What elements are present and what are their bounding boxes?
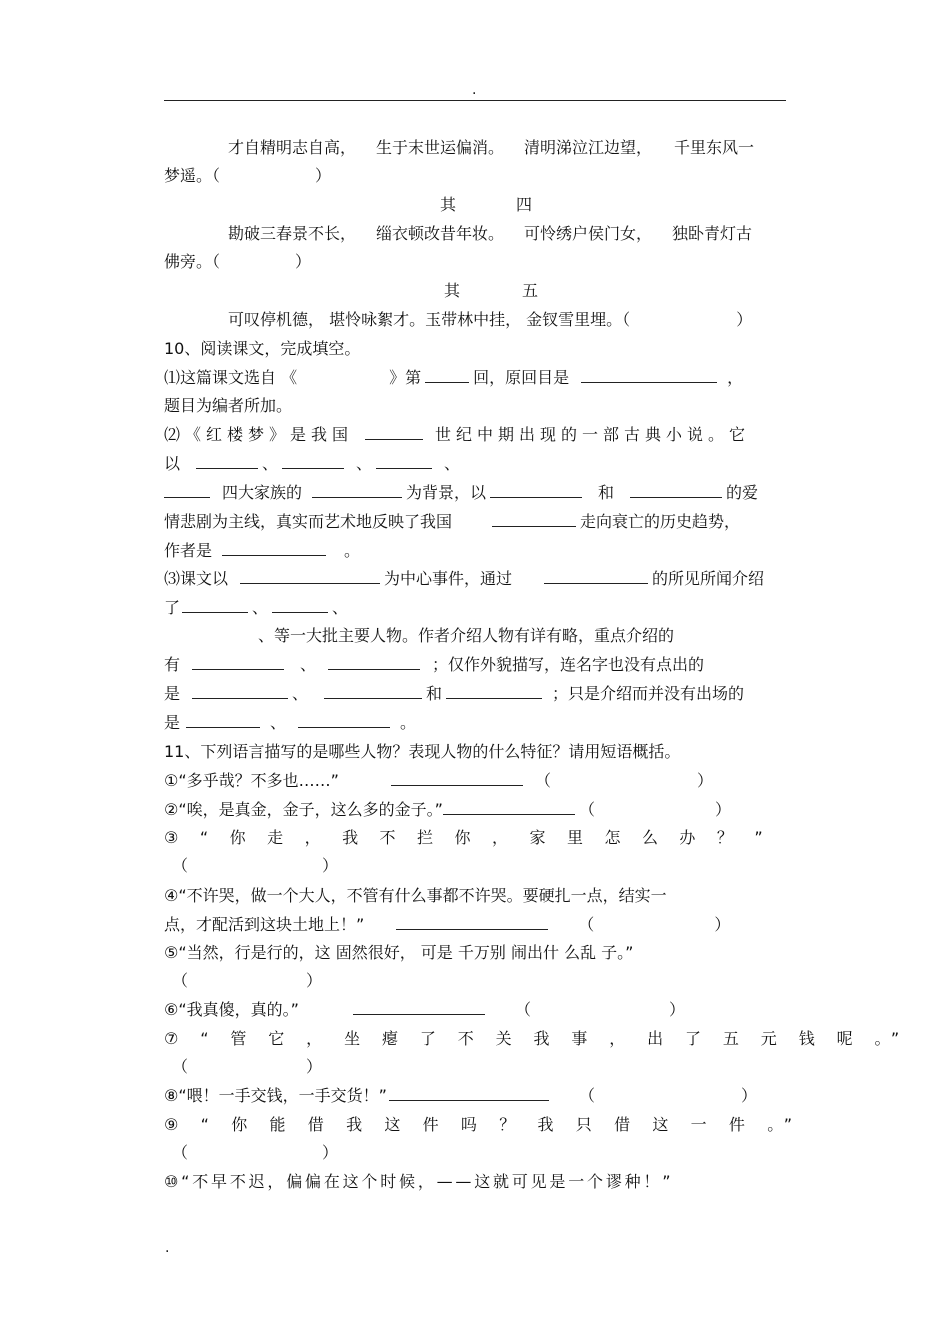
q10-lover2-blank[interactable]	[630, 479, 722, 498]
q11-item5-line2	[164, 967, 786, 995]
q10-absent2-blank[interactable]	[298, 709, 390, 728]
q10-p2-line2-a: 以	[164, 454, 181, 473]
q10-p3-line6-c: 。	[400, 713, 417, 732]
q10-p3-line3	[164, 622, 786, 650]
q10-p1-text-a: ⑴这篇课文选自 《	[164, 368, 298, 387]
q10-p1-text-d: ，	[727, 368, 744, 387]
q11-item-6	[164, 996, 786, 1024]
q11-item10-quote: ⑩“不早不迟，偏偏在这个时候，——这就可见是一个谬种！”	[164, 1172, 674, 1191]
q10-p3-line4-b: 、	[300, 655, 317, 674]
q10-chapter-blank[interactable]	[425, 364, 469, 383]
q10-p3-text-b: 为中心事件，通过	[384, 569, 513, 588]
q10-char1-blank[interactable]	[182, 594, 248, 613]
q11-item1-open: （	[534, 771, 551, 790]
q10-p2-line5-a: 作者是	[164, 541, 213, 560]
q10-main2-blank[interactable]	[328, 651, 420, 670]
q10-p3-line3-text: 、等一大批主要人物。作者介绍人物有详有略，重点介绍的	[258, 626, 675, 645]
q10-p3-line4-c: ；仅作外貌描写，连名字也没有点出的	[432, 655, 705, 674]
q11-item3-open: （	[172, 856, 189, 875]
q11-item-4	[164, 882, 786, 910]
poem4-answer-close: ）	[295, 252, 312, 271]
q10-p2-line5	[164, 537, 786, 565]
q11-item8-close: ）	[740, 1086, 757, 1105]
q10-p3-line6-b: 、	[270, 713, 287, 732]
q11-item9-open: （	[172, 1143, 189, 1162]
poem5-close: ）	[736, 310, 753, 329]
q10-p2-line2-d: 、	[444, 454, 461, 473]
q11-item4-line2	[164, 911, 786, 939]
q10-family3-blank[interactable]	[376, 450, 432, 469]
q10-p3-line4	[164, 651, 786, 679]
q11-item7-open: （	[172, 1057, 189, 1076]
heading5-b: 五	[522, 281, 539, 300]
footer-mark: .	[165, 1240, 170, 1256]
q10-p1-line1	[164, 364, 786, 392]
q10-century-blank[interactable]	[365, 421, 423, 440]
q11-item-9	[164, 1111, 801, 1139]
poem4-text-d: 独卧青灯古	[672, 224, 753, 243]
poem3-text-b: 生于末世运偏消。	[376, 138, 505, 157]
q11-item4-quote-b: 点，才配活到这块土地上！”	[164, 915, 365, 934]
q10-society-blank[interactable]	[492, 508, 576, 527]
heading-4	[164, 191, 786, 219]
poem3-answer-open: 梦遥。（	[164, 166, 221, 185]
q11-item-7	[164, 1025, 908, 1053]
q10-p3-line6-a: 是	[164, 713, 181, 732]
q11-item4-open: （	[578, 915, 595, 934]
poem3-text-d: 千里东风一	[674, 138, 755, 157]
q11-item6-open: （	[514, 1000, 531, 1019]
poem3-line2	[164, 162, 786, 190]
poem3-text-a: 才自精明志自高，	[228, 138, 357, 157]
q10-p1-line2-text: 题目为编者所加。	[164, 396, 293, 415]
q10-p2-line3-c: 和	[598, 483, 615, 502]
q11-item-5	[164, 939, 786, 967]
q11-item3-close: ）	[322, 856, 339, 875]
q11-title-text: 11、下列语言描写的是哪些人物？表现人物的什么特征？请用短语概括。	[164, 742, 681, 761]
q10-lover1-blank[interactable]	[490, 479, 582, 498]
q10-p1-text-c: 回，原回目是	[473, 368, 570, 387]
q11-item7-line2	[164, 1053, 786, 1081]
q11-item6-person-blank[interactable]	[353, 996, 485, 1015]
q11-item2-open: （	[578, 800, 595, 819]
q10-p2-line2-c: 、	[356, 454, 373, 473]
poem4-line2	[164, 248, 786, 276]
q10-title	[164, 335, 786, 363]
q11-item9-line2	[164, 1139, 786, 1167]
q10-p2-line3-a: 四大家族的	[222, 483, 303, 502]
q10-p3-line2-a: 了	[164, 598, 181, 617]
q10-event-blank[interactable]	[240, 565, 380, 584]
q11-item3-quote: ③ “ 你 走 ， 我 不 拦 你 ， 家 里 怎 么 办 ？ ”	[164, 828, 771, 847]
q11-item9-quote: ⑨ “ 你 能 借 我 这 件 吗 ？ 我 只 借 这 一 件 。”	[164, 1115, 801, 1134]
q11-item2-quote: ②“唉，是真金，金子，这么多的金子。”	[164, 800, 443, 819]
q10-author-blank[interactable]	[222, 537, 326, 556]
q11-item7-quote: ⑦ “ 管 它 ， 坐 瘪 了 不 关 我 事 ， 出 了 五 元 钱 呢 。”	[164, 1029, 908, 1048]
q10-absent1-blank[interactable]	[186, 709, 260, 728]
q10-p3-line2-b: 、	[252, 598, 269, 617]
q10-p3-line5-a: 是	[164, 684, 181, 703]
poem4-text-c: 可怜绣户侯门女，	[524, 224, 653, 243]
q11-item6-quote: ⑥“我真傻，真的。”	[164, 1000, 299, 1019]
poem3-line1	[164, 134, 786, 162]
q11-item2-person-blank[interactable]	[443, 796, 575, 815]
q10-viewpoint-blank[interactable]	[544, 565, 648, 584]
q11-item-8	[164, 1082, 786, 1110]
poem5-text: 可叹停机德， 堪怜咏絮才。玉带林中挂， 金钗雪里埋。（	[228, 310, 631, 329]
q10-p1-line2	[164, 392, 786, 420]
q10-p2-line3-d: 的爱	[726, 483, 759, 502]
poem4-text-b: 缁衣顿改昔年妆。	[376, 224, 505, 243]
q11-item9-close: ）	[322, 1143, 339, 1162]
q10-p3-line5	[164, 680, 786, 708]
q11-item-2	[164, 796, 786, 824]
q11-item5-open: （	[172, 971, 189, 990]
q11-item1-quote: ①“多乎哉？不多也……”	[164, 771, 339, 790]
q10-p2-line4	[164, 508, 786, 536]
q10-p3-text-a: ⑶课文以	[164, 569, 229, 588]
q10-p3-line6	[164, 709, 786, 737]
q10-p2-line2-b: 、	[262, 454, 279, 473]
heading4-a: 其	[440, 195, 457, 214]
q11-item1-person-blank[interactable]	[391, 767, 523, 786]
poem5-line1	[164, 306, 786, 334]
q10-unnamed1-blank[interactable]	[192, 680, 288, 699]
q11-item8-open: （	[578, 1086, 595, 1105]
q10-p2-line3	[164, 479, 786, 507]
header-mark: .	[472, 82, 477, 98]
q10-char2-blank[interactable]	[272, 594, 328, 613]
q11-item5-close: ）	[306, 971, 323, 990]
q10-p3-line1	[164, 565, 786, 593]
q11-item1-close: ）	[696, 771, 713, 790]
q10-p3-line4-a: 有	[164, 655, 181, 674]
q11-item8-person-blank[interactable]	[389, 1082, 549, 1101]
q10-main1-blank[interactable]	[192, 651, 284, 670]
heading5-a: 其	[444, 281, 461, 300]
q10-p2-text-a: ⑵《红楼梦》是我国	[164, 425, 354, 444]
q10-p3-line5-b: 、	[292, 684, 309, 703]
q11-item-10	[164, 1168, 786, 1196]
q10-family4-blank[interactable]	[164, 479, 210, 498]
q11-item4-quote-a: ④“不许哭，做一个大人，不管有什么事都不许哭。要硬扎一点，结实一	[164, 886, 667, 905]
q11-item-1	[164, 767, 786, 795]
header-rule	[164, 100, 786, 101]
q10-unnamed3-blank[interactable]	[446, 680, 542, 699]
heading-5	[164, 277, 786, 305]
q10-family2-blank[interactable]	[282, 450, 344, 469]
q11-item4-person-blank[interactable]	[396, 911, 548, 930]
q10-unnamed2-blank[interactable]	[324, 680, 422, 699]
q11-item8-quote: ⑧“喂！一手交钱，一手交货！”	[164, 1086, 387, 1105]
poem4-line1	[164, 220, 786, 248]
q11-item3-line2	[164, 852, 786, 880]
q10-p2-line4-a: 情悲剧为主线，真实而艺术地反映了我国	[164, 512, 453, 531]
q11-item7-close: ）	[306, 1057, 323, 1076]
q10-p2-line2	[164, 450, 786, 478]
q11-item2-close: ）	[714, 800, 731, 819]
q10-p2-line4-b: 走向衰亡的历史趋势，	[580, 512, 741, 531]
q10-p3-line5-d: ；只是介绍而并没有出场的	[552, 684, 745, 703]
heading4-b: 四	[516, 195, 533, 214]
q11-item-3	[164, 824, 786, 852]
q10-p2-line3-b: 为背景，以	[406, 483, 487, 502]
poem4-text-a: 勘破三春景不长，	[228, 224, 357, 243]
q10-p3-line2-c: 、	[332, 598, 349, 617]
q10-p3-line5-c: 和	[426, 684, 443, 703]
q10-p1-text-b: 》第	[389, 368, 422, 387]
q10-p2-line5-b: 。	[344, 541, 361, 560]
q11-item5-quote: ⑤“当然，行是行的，这 固然很好， 可是 千万别 闹出什 么乱 子。”	[164, 943, 634, 962]
q11-title	[164, 738, 786, 766]
poem3-answer-close: ）	[315, 166, 332, 185]
q10-p2-line1	[164, 421, 786, 449]
q10-p3-line2	[164, 594, 786, 622]
q10-p2-text-b: 世纪中期出现的一部古典小说。它	[435, 425, 751, 444]
q10-background-blank[interactable]	[312, 479, 402, 498]
q10-p3-text-c: 的所见所闻介绍	[652, 569, 765, 588]
poem4-answer-open: 佛旁。（	[164, 252, 221, 271]
q10-title-blank[interactable]	[581, 364, 717, 383]
q11-item6-close: ）	[668, 1000, 685, 1019]
q10-family1-blank[interactable]	[196, 450, 258, 469]
q10-title-text: 10、阅读课文，完成填空。	[164, 339, 361, 358]
poem3-text-c: 清明涕泣江边望，	[524, 138, 653, 157]
q11-item4-close: ）	[714, 915, 731, 934]
